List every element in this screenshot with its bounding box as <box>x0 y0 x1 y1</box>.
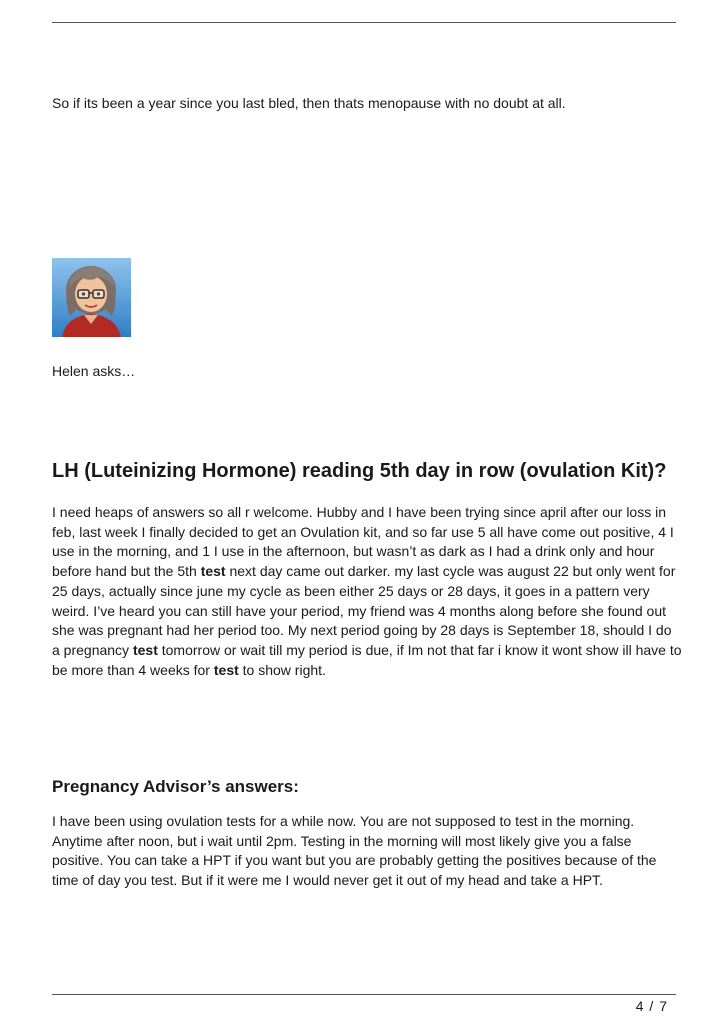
question-text: next day came out darker. my last cycle was august 22 but only went for 25 days, actually since june my cycle as been either 25 days or 28 days, it goes in a pattern very weird. I’ve heard you can still have your period, my friend was 4 months along before she found out she was pregnant had her period too. My next period going by 28 days is September 18, should I do a pregnancy <box>52 563 676 658</box>
question-text: I need heaps of answers so all r welcome. Hubby and I have been trying since april after our loss in feb, last week I finally decided to get an Ovulation kit, and so far use 5 all have come out positive, 4 I use in the morning, and 1 I use in the afternoon, but wasn’t as dark as I had a drink only and hour before hand but the 5th <box>52 504 674 580</box>
footer-rule <box>52 994 676 995</box>
intro-paragraph: So if its been a year since you last bled, then thats menopause with no doubt at all. <box>52 95 566 111</box>
keyword-link: test <box>132 641 158 658</box>
question-title: LH (Luteinizing Hormone) reading 5th day in row (ovulation Kit)? <box>52 460 667 482</box>
answer-title: Pregnancy Advisor’s answers: <box>52 777 299 796</box>
question-body <box>52 503 682 680</box>
asker-label: Helen asks… <box>52 363 136 379</box>
answer-body: I have been using ovulation tests for a while now. You are not supposed to test in the morning. Anytime after noon, but i wait until 2pm. Testing in the morning will most likely give you a false positive. You can take a HPT if you want but you are probably getting the positives because of the time of day you test. But if it were me I would never get it out of my head and take a HPT. <box>52 813 657 889</box>
question-text: to show right. <box>238 661 326 678</box>
keyword-link: test <box>200 563 226 580</box>
avatar <box>52 258 131 337</box>
page-number: 4 / 7 <box>635 998 668 1014</box>
header-rule <box>52 22 676 23</box>
keyword-link: test <box>213 661 239 678</box>
question-text: tomorrow or wait till my period is due, if Im not that far i know it wont show ill have to be more than 4 weeks for <box>52 641 682 678</box>
